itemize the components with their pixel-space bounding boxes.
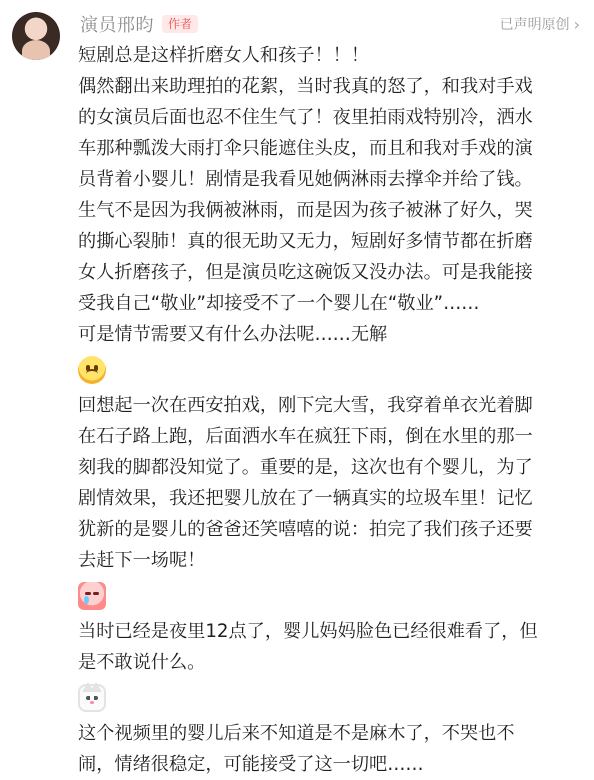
content-line: 偶然翻出来助理拍的花絮，当时我真的怒了，和我对手戏 [78, 76, 533, 97]
author-line [80, 12, 198, 36]
content-line: 短剧总是这样折磨女人和孩子！！！ [78, 45, 370, 66]
content-line: 回想起一次在西安拍戏，刚下完大雪，我穿着单衣光着脚 [78, 395, 533, 416]
post-content [78, 40, 586, 780]
rights-text: 已声明原创 [499, 17, 570, 33]
content-line: 刻我的脚都没知觉了。重要的是，这次也有个婴儿，为了 [78, 457, 533, 478]
content-line: 当时已经是夜里12点了，婴儿妈妈脸色已经很难看了，但 [78, 621, 538, 642]
content-line: 剧情效果，我还把婴儿放在了一辆真实的垃圾车里！记忆 [78, 488, 533, 509]
content-line: 受我自己“敬业”却接受不了一个婴儿在“敬业”…… [78, 293, 480, 314]
content-line: 车那种瓢泼大雨打伞只能遮住头皮，而且和我对手戏的演 [78, 138, 533, 159]
author-name[interactable]: 演员邢昀 [80, 15, 154, 36]
content-line: 这个视频里的婴儿后来不知道是不是麻木了，不哭也不 [78, 723, 515, 744]
content-line: 可是情节需要又有什么办法呢……无解 [78, 324, 388, 345]
content-line: 生气不是因为我俩被淋雨，而是因为孩子被淋了好久，哭 [78, 200, 533, 221]
content-line: 员背着小婴儿！剧情是我看见她俩淋雨去撑伞并给了钱。 [78, 169, 533, 190]
crying-face-emoji [78, 582, 106, 610]
emoji-row [78, 350, 586, 390]
content-line: 是不敢说什么。 [78, 652, 206, 673]
rights-status[interactable] [500, 12, 580, 36]
avatar[interactable] [12, 12, 60, 60]
content-line: 的女演员后面也忍不住生气了！夜里拍雨戏特别冷，洒水 [78, 107, 533, 128]
emoji-row [78, 576, 586, 616]
content-line: 去赶下一场呢！ [78, 550, 206, 571]
cat-face-emoji [78, 684, 106, 712]
chevron-right-icon: › [573, 14, 580, 34]
emoji-row [78, 678, 586, 718]
upside-down-smile-emoji [78, 356, 106, 384]
content-line: 女人折磨孩子，但是演员吃这碗饭又没办法。可是我能接 [78, 262, 533, 283]
content-line: 犹新的是婴儿的爸爸还笑嘻嘻的说：拍完了我们孩子还要 [78, 519, 533, 540]
content-line: 的撕心裂肺！真的很无助又无力，短剧好多情节都在折磨 [78, 231, 533, 252]
content-line: 在石子路上跑，后面洒水车在疯狂下雨，倒在水里的那一 [78, 426, 533, 447]
content-line: 闹，情绪很稳定，可能接受了这一切吧…… [78, 754, 424, 775]
author-badge: 作者 [162, 15, 198, 33]
